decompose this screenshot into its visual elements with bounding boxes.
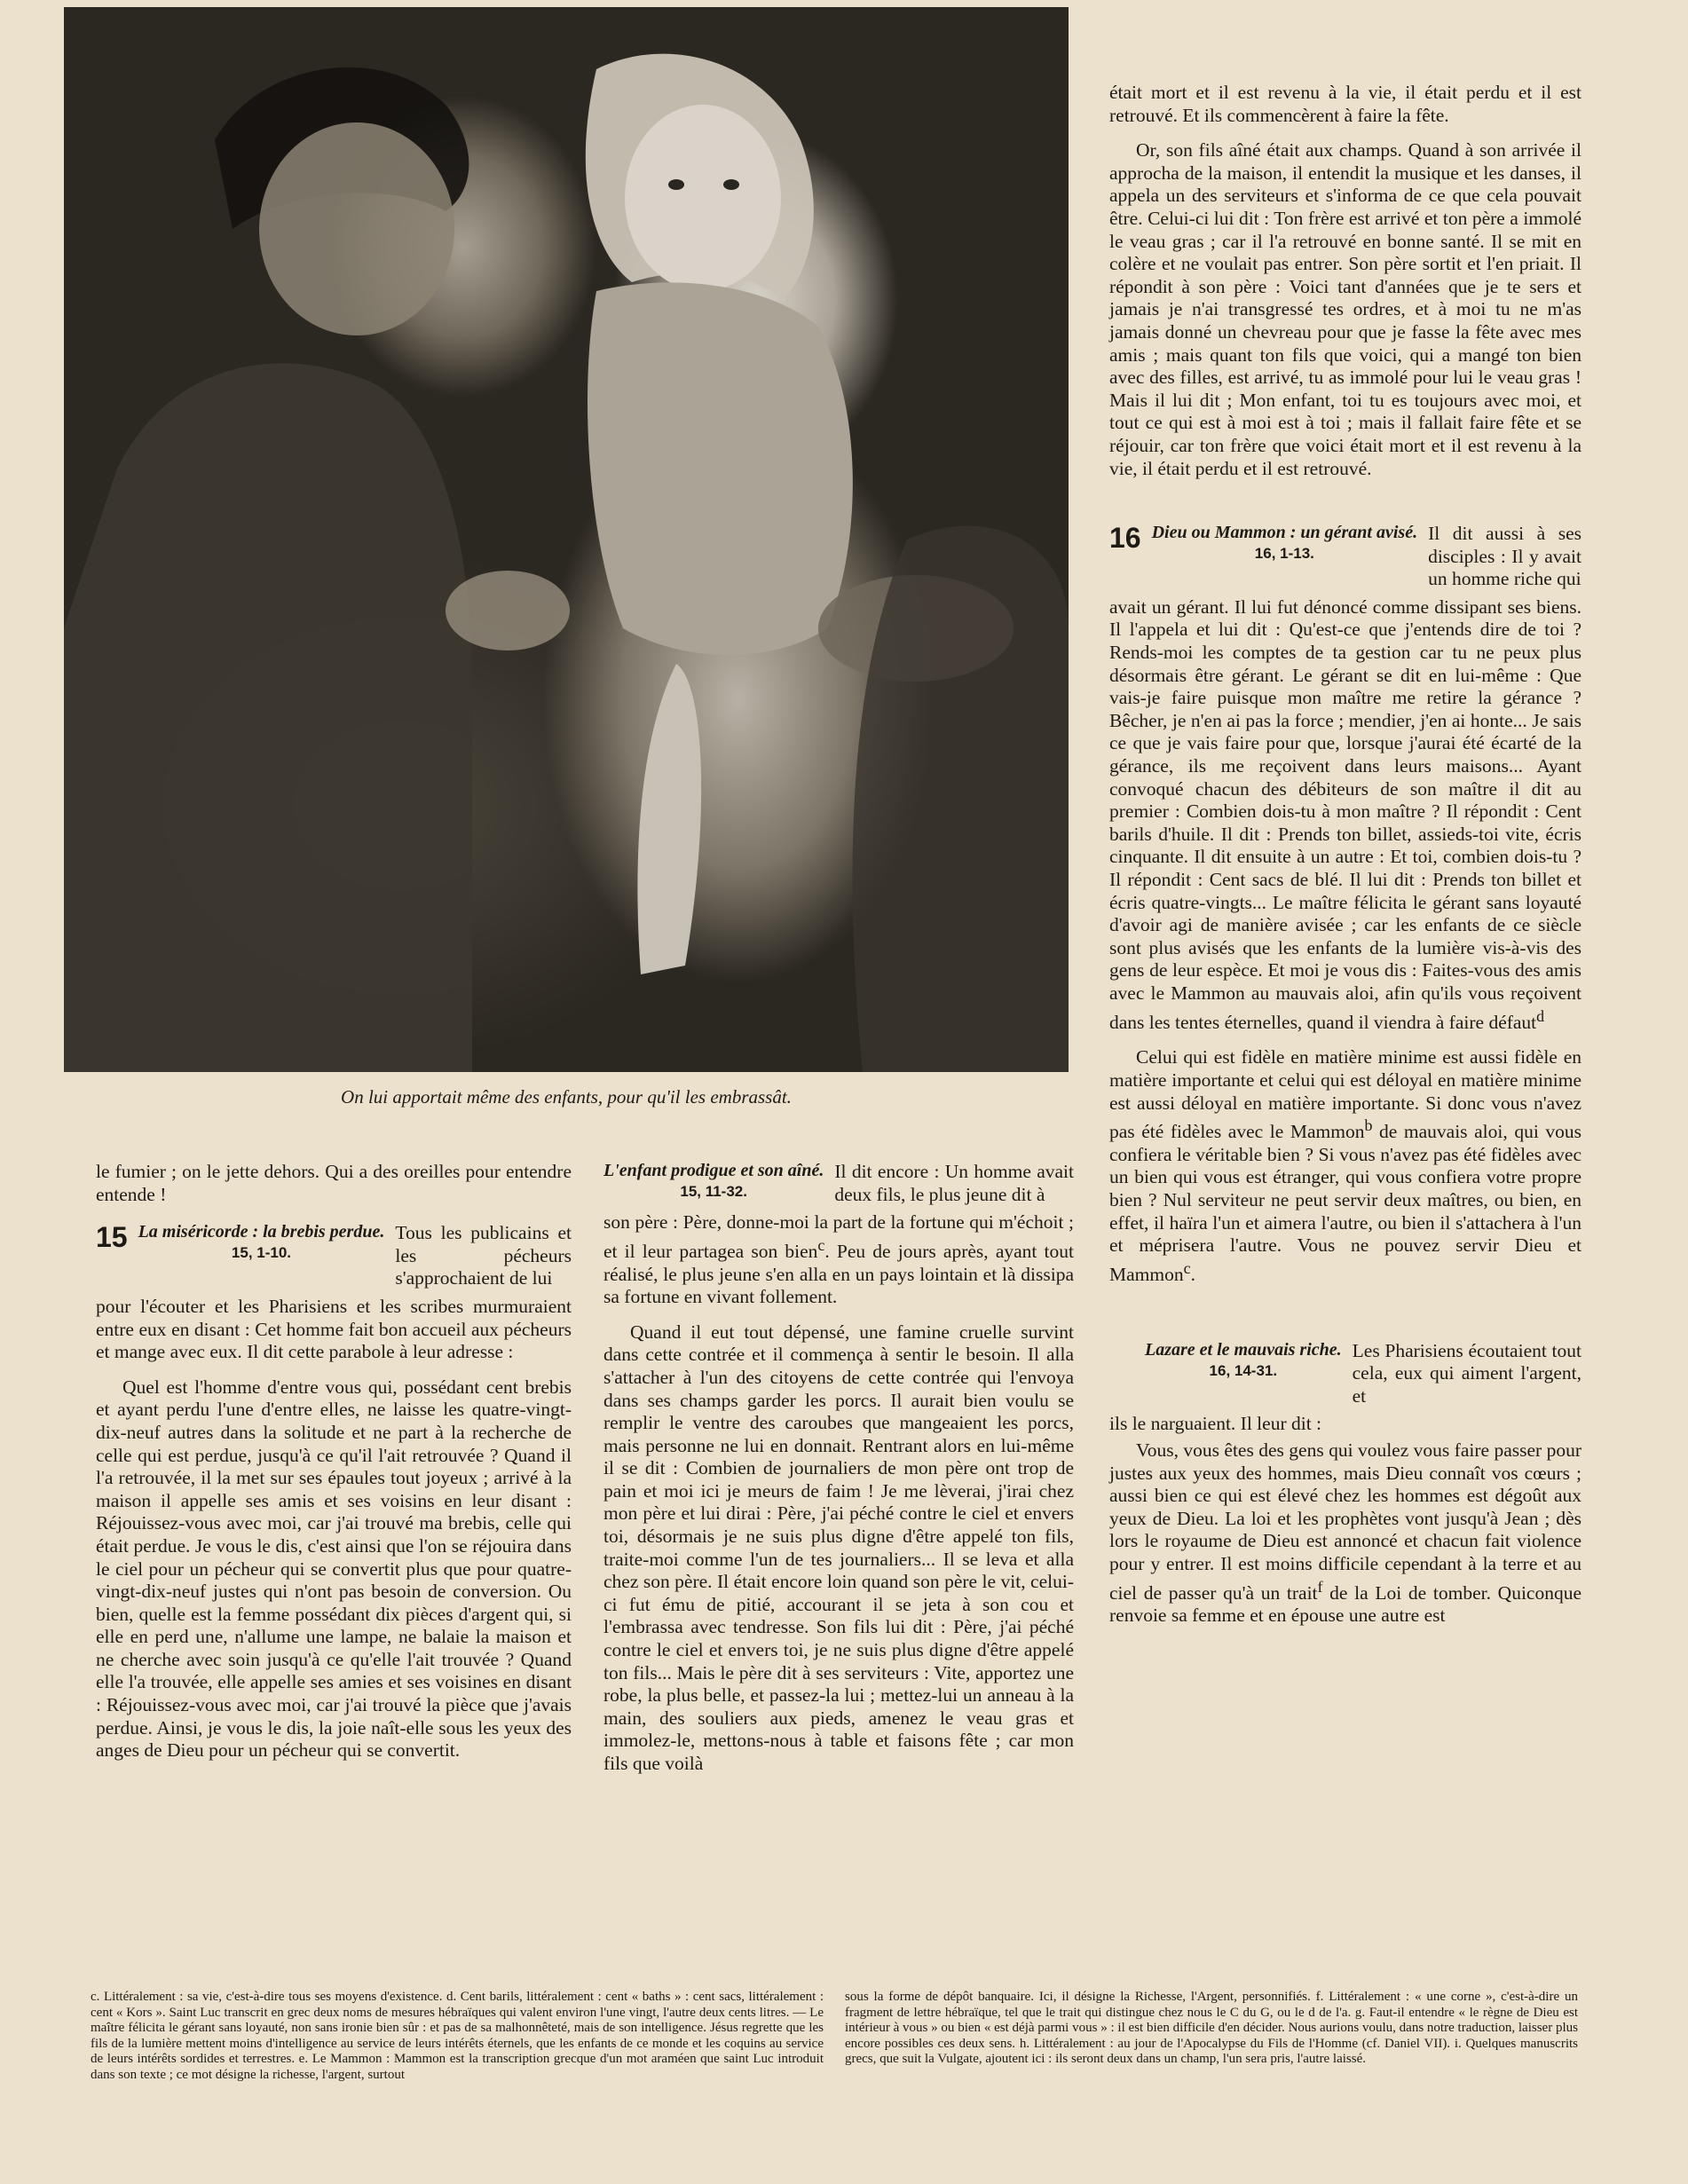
paragraph <box>1109 1046 1582 1286</box>
paragraph-text: . <box>1190 1263 1195 1285</box>
footnotes-left: c. Littéralement : sa vie, c'est-à-dire tous ses moyens d'existence. d. Cent barils, littéralement : cent « baths » : cent sacs, littéralement : cent « Kors ». Saint Luc transcrit en grec deux noms de mesures hébraïques qui valent environ l'une vingt, l'autre deux cents litres. — Le maître félicita le gérant sans loyauté, non sans ironie bien sûr : et pas de sa malhonnêteté, mais de son intelligence. Jésus regrette que les fils de la lumière mettent moins d'intelligence au service de leurs intérêts éternels, que les enfants de ce monde et les coquins au service de leurs intérêts sordides et terrestres. e. Le Mammon : Mammon est la transcription grecque d'un mot araméen que saint Luc introduit dans son texte ; ce mot désigne la richesse, l'argent, surtout <box>91 1990 824 2082</box>
photo-illustration <box>64 7 1069 1072</box>
paragraph-text: son père : Père, donne-moi la part de la fortune qui m'échoit ; et il leur partagea son bien <box>603 1211 1074 1262</box>
section-number: 16 <box>1109 522 1141 555</box>
right-column <box>1109 82 1582 1628</box>
photo-mother-child <box>64 7 1069 1072</box>
paragraph <box>1109 1439 1582 1628</box>
paragraph <box>603 1211 1074 1309</box>
paragraph: pour l'écouter et les Pharisiens et les scribes murmuraient entre eux en disant : Cet homme fait bon accueil aux pécheurs et mange avec eux. Il dit cette parabole à leur adresse : <box>96 1295 572 1363</box>
section-heading-block <box>1152 523 1417 565</box>
paragraph: Or, son fils aîné était aux champs. Quand à son arrivée il approcha de la maison, il entendit la musique et les danses, il appela un des serviteurs et s'informa de ce que cela pouvait être. Celui-ci lui dit : Ton frère est arrivé et ton père a immolé le veau gras ; car il l'a retrouvé en bonne santé. Il se mit en colère et ne voulait pas entrer. Son père sortit et l'en priait. Il répondit à son père : Voici tant d'années que je te sers et jamais je n'ai transgressé tes ordres, et à moi tu ne m'as jamais donné un chevreau pour que je fasse la fête avec mes amis ; mais quant ton fils que voici, qui a mangé ton bien avec des filles, est arrivé, tu as immolé pour lui le veau gras ! Mais il lui dit ; Mon enfant, toi tu es toujours avec moi, et tout ce qui est à moi est à toi ; mais il fallait faire fête et se réjouir, car ton frère que voici était mort et il est revenu à la vie, il était perdu et il est retrouvé. <box>1109 139 1582 479</box>
section-heading-block <box>1145 1340 1342 1383</box>
section-title: Dieu ou Mammon : un gérant avisé. <box>1151 523 1418 543</box>
section-heading-block <box>603 1161 824 1203</box>
section-first-line: Les Pharisiens écoutaient tout cela, eux qui aiment l'argent, et <box>1352 1339 1582 1407</box>
paragraph: Quand il eut tout dépensé, une famine cruelle survint dans cette contrée et il commença à sentir le besoin. Il alla s'attacher à l'un des citoyens de cette contrée qui l'envoya dans ses champs garder les porcs. Il aurait bien voulu se remplir le ventre des caroubes que mangeaient les porcs, mais personne ne lui en donnait. Rentrant alors en lui-même il se dit : Combien de journaliers de mon père ont trop de pain et moi ici je meurs de faim ! Je me lèverai, j'irai chez mon père et lui dirai : Père, j'ai péché contre le ciel et envers toi, désormais je ne suis plus digne d'être appelé ton fils, traite-moi comme l'un de tes journaliers... Il se leva et alla chez son père. Il était encore loin quand son père le vit, celui-ci fut ému de pitié, accourant il se jeta à son cou et l'embrassa avec tendresse. Son fils lui dit : Père, j'ai péché contre le ciel et envers toi, je ne suis plus digne d'être appelé ton fils... Mais le père dit à ses serviteurs : Vite, apportez une robe, la plus belle, et passez-la lui ; mettez-lui un anneau à la main, des souliers aux pieds, amenez le veau gras et immolez-le, mettons-nous à table et faisons fête ; car mon fils que voilà <box>603 1321 1074 1774</box>
section-first-line: Il dit encore : Un homme avait deux fils, le plus jeune dit à <box>834 1161 1074 1205</box>
middle-column <box>603 1161 1074 1776</box>
section-heading-block <box>138 1222 385 1265</box>
footnote-marker: d <box>1536 1006 1545 1025</box>
paragraph: Quel est l'homme d'entre vous qui, possédant cent brebis et ayant perdu l'une d'entre elles, ne laisse les quatre-vingt-dix-neuf autres dans la solitude et ne part à la recherche de celle qui est perdue, jusqu'à ce qu'il l'ait retrouvée ? Quand il l'a retrouvée, il la met sur ses épaules tout joyeux ; arrivé à la maison il appelle ses amis et ses voisins en leur disant : Réjouissez-vous avec moi, car j'ai trouvé ma brebis, celle qui était perdue. Je vous le dis, c'est ainsi que l'on se réjouira dans le ciel pour un pécheur qui se convertit plus que pour quatre-vingt-dix-neuf justes qui n'ont pas besoin de conversion. Ou bien, quelle est la femme possédant dix pièces d'argent qui, si elle en perd une, n'allume une lampe, ne balaie la maison et ne cherche avec soin jusqu'à ce qu'elle l'ait trouvée ? Quand elle l'a trouvée, elle appelle ses amies et ses voisines en disant : Réjouissez-vous avec moi, car j'ai trouvé la pièce que j'avais perdue. Ainsi, je vous le dis, la joie naît-elle sous les yeux des anges de Dieu pour un pécheur qui se convertit. <box>96 1376 572 1762</box>
paragraph <box>1109 596 1582 1034</box>
paragraph: était mort et il est revenu à la vie, il était perdu et il est retrouvé. Et ils commencèrent à faire la fête. <box>1109 82 1582 126</box>
paragraph-text: Celui qui est fidèle en matière minime est aussi fidèle en matière importante et celui qui est déloyal en matière minime est aussi déloyal en matière importante. Si donc vous n'avez pas été fidèles avec le Mammon <box>1109 1046 1582 1143</box>
footnote-marker: f <box>1317 1577 1323 1596</box>
section-reference: 16, 14-31. <box>1209 1361 1278 1379</box>
section-reference: 15, 11-32. <box>680 1183 747 1200</box>
section-first-line: Il dit aussi à ses disciples : Il y avait un homme riche qui <box>1428 523 1582 590</box>
footnotes-right: sous la forme de dépôt banquaire. Ici, il désigne la Richesse, l'Argent, personnifiés. f. Littéralement : « une corne », c'est-à-dire un fragment de lettre hébraïque, tel que le trait qui distingue chez nous le C du G, ou le d de l'a. g. Faut-il entendre « le règne de Dieu est intérieur à vous » ou bien « est déjà parmi vous » : il est bien difficile d'en décider. Nous aurions voulu, dans notre traduction, laisser plus encore possibles ces deux sens. h. Littéralement : au jour de l'Apocalypse du Fils de l'Homme (cf. Daniel VII). i. Quelques manuscrits grecs, que suit la Vulgate, ajoutent ici : ils seront deux dans un champ, l'un sera pris, l'autre laissé. <box>845 1990 1578 2066</box>
section-first-line: Tous les publicains et les pécheurs s'approchaient de lui <box>395 1222 572 1289</box>
section-prodigue-heading <box>603 1161 1074 1206</box>
footnote-marker: b <box>1364 1116 1373 1135</box>
section-16-heading <box>1109 523 1582 591</box>
section-title: Lazare et le mauvais riche. <box>1145 1339 1342 1360</box>
paragraph-text: avait un gérant. Il lui fut dénoncé comme dissipant ses biens. Il l'appela et lui dit : Qu'est-ce que j'entends dire de toi ? Rends-moi les comptes de ta gestion car tu ne peux plus désormais être gérant. Le gérant se dit en lui-même : Que vais-je faire puisque mon maître me retire la gérance ? Bêcher, je n'en ai pas la force ; mendier, j'en ai honte... Je sais ce que je vais faire pour que, lorsque j'aurai été écarté de la gérance, ils me reçoivent dans leurs maisons... Ayant convoqué chacun des débiteurs de son maître il dit au premier : Combien dois-tu à mon maître ? Il répondit : Cent barils d'huile. Il dit : Prends ton billet, assieds-toi vite, écris cinquante. Il dit ensuite à un autre : Et toi, combien dois-tu ? Il répondit : Cent sacs de blé. Il lui dit : Prends ton billet et écris quatre-vingts... Le maître félicita le gérant sans loyauté d'avoir agi de manière avisée ; car les enfants de ce siècle sont plus avisés que les enfants de la lumière vis-à-vis des gens de leur espèce. Et moi je vous dis : Faites-vous des amis avec le Mammon au mauvais aloi, afin qu'ils vous reçoivent dans les tentes éternelles, quand il viendra à faire défaut <box>1109 595 1582 1033</box>
paragraph-text: de mauvais aloi, qui vous confiera le véritable bien ? Si vous n'avez pas été fidèles avec un bien qui vous est étranger, qui vous confiera votre propre bien ? Nul serviteur ne peut servir deux maîtres, ou bien, en effet, il haïra l'un et aimera l'autre, ou bien il s'attachera à l'un et méprisera l'autre. Vous ne pouvez servir Dieu et Mammon <box>1109 1121 1582 1285</box>
photo-caption: On lui apportait même des enfants, pour qu'il les embrassât. <box>341 1086 792 1108</box>
section-number: 15 <box>96 1221 128 1254</box>
paragraph: ils le narguaient. Il leur dit : <box>1109 1413 1322 1435</box>
paragraph-text: Vous, vous êtes des gens qui voulez vous faire passer pour justes aux yeux des hommes, mais Dieu connaît vos cœurs ; aussi bien ce qui est élevé chez les hommes est dégoût aux yeux de Dieu. La loi et les prophètes vont jusqu'à Jean ; dès lors le royaume de Dieu est annoncé et chacun fait violence pour y entrer. Il est moins difficile cependant à la terre et au ciel de passer qu'à un trait <box>1109 1439 1582 1604</box>
paragraph: le fumier ; on le jette dehors. Qui a des oreilles pour entendre entende ! <box>96 1161 572 1205</box>
section-reference: 16, 1-13. <box>1254 545 1314 563</box>
section-15-heading <box>96 1222 572 1290</box>
paragraph-text: de la Loi de tomber. Quiconque renvoie sa femme et en épouse une autre est <box>1109 1581 1582 1627</box>
section-title: La miséricorde : la brebis perdue. <box>138 1222 385 1242</box>
section-title: L'enfant prodigue et son aîné. <box>603 1161 824 1180</box>
paragraph-text: . Peu de jours après, ayant tout réalisé, le plus jeune s'en alla en un pays lointain et là dissipa sa fortune en vivant follement. <box>603 1240 1074 1308</box>
footnote-marker: c <box>817 1235 825 1254</box>
left-column <box>96 1161 572 1762</box>
section-lazare-heading <box>1109 1340 1582 1408</box>
section-reference: 15, 1-10. <box>231 1244 292 1262</box>
footnote-marker: c <box>1183 1258 1191 1277</box>
